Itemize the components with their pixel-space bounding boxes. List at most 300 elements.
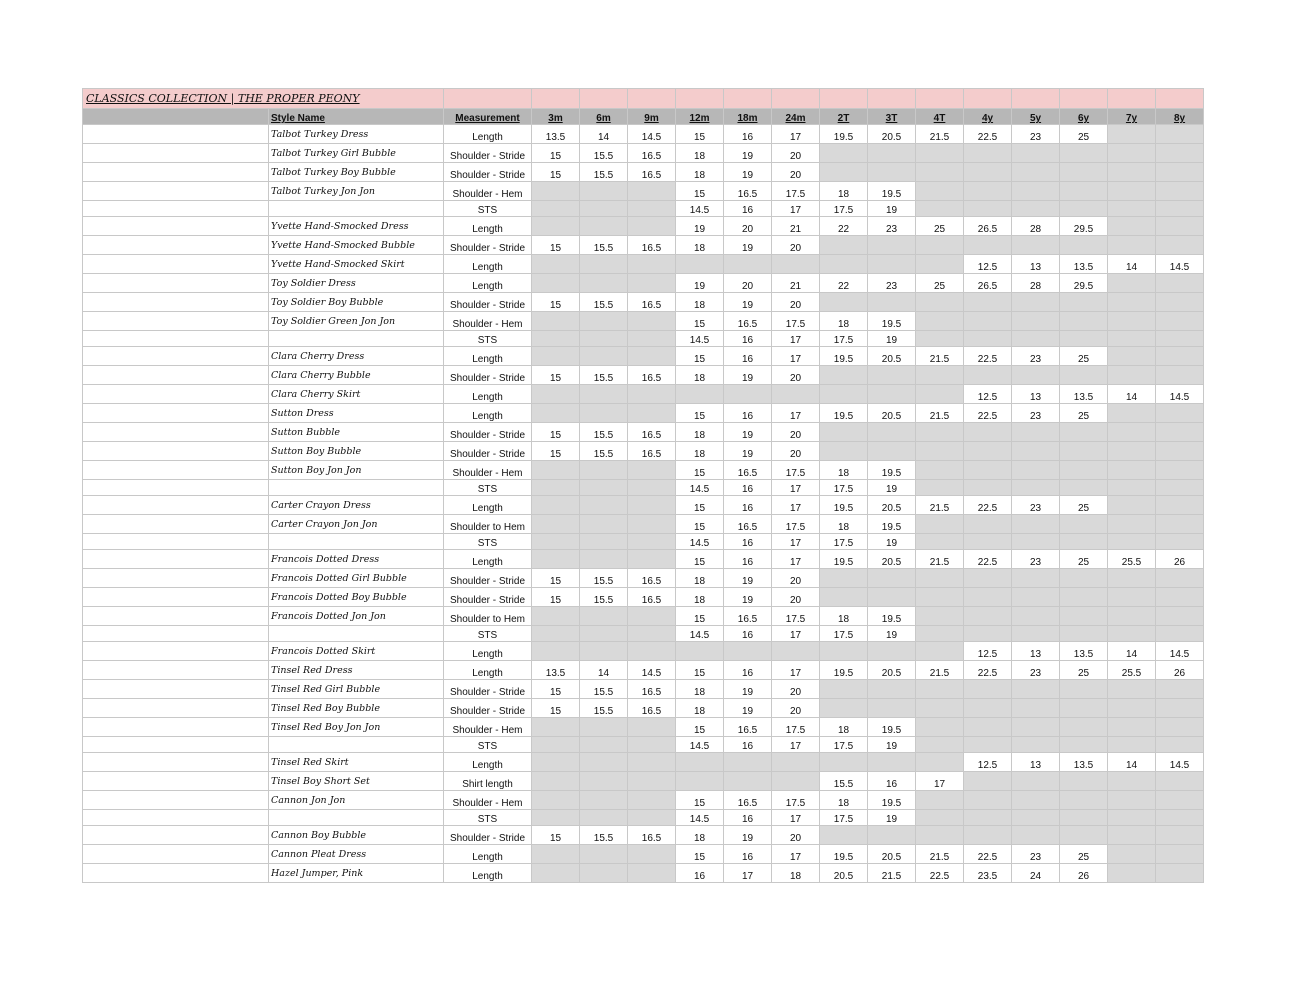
measurement-cell[interactable]: Length	[444, 661, 532, 680]
row-blank-cell[interactable]	[83, 312, 269, 331]
size-value-cell[interactable]: 13.5	[1060, 255, 1108, 274]
size-value-cell[interactable]: 20	[772, 163, 820, 182]
size-value-cell[interactable]	[676, 255, 724, 274]
size-value-cell[interactable]: 23	[1012, 496, 1060, 515]
size-value-cell[interactable]: 19.5	[868, 791, 916, 810]
size-value-cell[interactable]	[964, 423, 1012, 442]
size-value-cell[interactable]	[580, 737, 628, 753]
size-value-cell[interactable]: 15	[676, 125, 724, 144]
size-value-cell[interactable]: 18	[676, 569, 724, 588]
size-value-cell[interactable]	[1108, 534, 1156, 550]
size-value-cell[interactable]: 18	[676, 699, 724, 718]
size-value-cell[interactable]: 15.5	[580, 366, 628, 385]
size-value-cell[interactable]	[964, 163, 1012, 182]
size-value-cell[interactable]: 15	[676, 718, 724, 737]
row-blank-cell[interactable]	[83, 607, 269, 626]
row-blank-cell[interactable]	[83, 515, 269, 534]
size-value-cell[interactable]: 14	[1108, 385, 1156, 404]
size-value-cell[interactable]	[868, 366, 916, 385]
header-size-2T[interactable]: 2T	[820, 109, 868, 125]
size-value-cell[interactable]: 15	[532, 699, 580, 718]
size-value-cell[interactable]: 21.5	[868, 864, 916, 883]
size-value-cell[interactable]	[916, 699, 964, 718]
size-value-cell[interactable]: 16	[724, 331, 772, 347]
size-value-cell[interactable]: 19.5	[868, 312, 916, 331]
size-value-cell[interactable]	[868, 255, 916, 274]
size-value-cell[interactable]	[964, 236, 1012, 255]
size-value-cell[interactable]	[532, 845, 580, 864]
header-size-8y[interactable]: 8y	[1156, 109, 1204, 125]
row-blank-cell[interactable]	[83, 347, 269, 366]
size-value-cell[interactable]	[1012, 588, 1060, 607]
size-value-cell[interactable]: 17	[916, 772, 964, 791]
size-value-cell[interactable]	[916, 569, 964, 588]
size-value-cell[interactable]	[628, 864, 676, 883]
size-value-cell[interactable]: 19.5	[868, 515, 916, 534]
size-value-cell[interactable]: 22	[820, 217, 868, 236]
size-value-cell[interactable]	[820, 569, 868, 588]
size-value-cell[interactable]	[532, 718, 580, 737]
size-value-cell[interactable]: 19	[868, 626, 916, 642]
size-value-cell[interactable]	[1156, 826, 1204, 845]
size-value-cell[interactable]: 14.5	[628, 661, 676, 680]
size-value-cell[interactable]: 14.5	[676, 331, 724, 347]
row-blank-cell[interactable]	[83, 737, 269, 753]
size-value-cell[interactable]	[1012, 293, 1060, 312]
size-value-cell[interactable]: 20.5	[868, 550, 916, 569]
size-value-cell[interactable]: 17	[772, 550, 820, 569]
header-size-6y[interactable]: 6y	[1060, 109, 1108, 125]
size-value-cell[interactable]: 13.5	[532, 125, 580, 144]
size-value-cell[interactable]	[580, 534, 628, 550]
size-value-cell[interactable]: 15.5	[580, 236, 628, 255]
size-value-cell[interactable]	[1156, 515, 1204, 534]
size-value-cell[interactable]	[1060, 680, 1108, 699]
size-value-cell[interactable]	[964, 826, 1012, 845]
size-value-cell[interactable]	[628, 182, 676, 201]
size-value-cell[interactable]: 25	[1060, 496, 1108, 515]
row-blank-cell[interactable]	[83, 534, 269, 550]
size-value-cell[interactable]: 15.5	[580, 163, 628, 182]
size-value-cell[interactable]	[580, 626, 628, 642]
size-value-cell[interactable]: 19	[724, 699, 772, 718]
size-value-cell[interactable]: 16.5	[628, 236, 676, 255]
size-value-cell[interactable]	[964, 607, 1012, 626]
size-value-cell[interactable]: 22.5	[964, 347, 1012, 366]
measurement-cell[interactable]: Shoulder - Stride	[444, 680, 532, 699]
size-value-cell[interactable]	[1108, 125, 1156, 144]
size-value-cell[interactable]	[964, 515, 1012, 534]
size-value-cell[interactable]: 15	[532, 442, 580, 461]
size-value-cell[interactable]: 15	[532, 366, 580, 385]
measurement-cell[interactable]: Shirt length	[444, 772, 532, 791]
size-value-cell[interactable]	[1156, 718, 1204, 737]
size-value-cell[interactable]	[1156, 423, 1204, 442]
size-value-cell[interactable]: 15.5	[820, 772, 868, 791]
row-blank-cell[interactable]	[83, 753, 269, 772]
size-value-cell[interactable]	[1060, 810, 1108, 826]
size-value-cell[interactable]	[628, 642, 676, 661]
measurement-cell[interactable]: STS	[444, 331, 532, 347]
size-value-cell[interactable]: 15	[676, 550, 724, 569]
size-value-cell[interactable]	[1156, 217, 1204, 236]
row-blank-cell[interactable]	[83, 480, 269, 496]
size-value-cell[interactable]: 16.5	[724, 461, 772, 480]
size-value-cell[interactable]	[1108, 607, 1156, 626]
size-value-cell[interactable]: 20	[772, 293, 820, 312]
measurement-cell[interactable]: Shoulder - Stride	[444, 826, 532, 845]
size-value-cell[interactable]	[1108, 699, 1156, 718]
title-filler-cell[interactable]	[444, 89, 532, 109]
size-value-cell[interactable]: 20.5	[868, 845, 916, 864]
row-blank-cell[interactable]	[83, 461, 269, 480]
size-value-cell[interactable]	[580, 347, 628, 366]
size-value-cell[interactable]	[1012, 718, 1060, 737]
measurement-cell[interactable]: STS	[444, 810, 532, 826]
size-value-cell[interactable]: 26	[1156, 550, 1204, 569]
measurement-cell[interactable]: Shoulder - Stride	[444, 293, 532, 312]
size-value-cell[interactable]: 19	[724, 442, 772, 461]
size-value-cell[interactable]: 15	[676, 347, 724, 366]
size-value-cell[interactable]: 17	[724, 864, 772, 883]
size-value-cell[interactable]: 25	[1060, 550, 1108, 569]
size-value-cell[interactable]: 19	[868, 737, 916, 753]
size-value-cell[interactable]	[1156, 125, 1204, 144]
size-value-cell[interactable]	[1012, 144, 1060, 163]
size-value-cell[interactable]	[628, 810, 676, 826]
size-value-cell[interactable]	[628, 550, 676, 569]
size-value-cell[interactable]	[1108, 312, 1156, 331]
row-blank-cell[interactable]	[83, 385, 269, 404]
size-value-cell[interactable]	[964, 772, 1012, 791]
size-value-cell[interactable]: 14.5	[676, 480, 724, 496]
row-blank-cell[interactable]	[83, 496, 269, 515]
size-value-cell[interactable]	[1060, 423, 1108, 442]
size-value-cell[interactable]: 14	[1108, 255, 1156, 274]
size-value-cell[interactable]	[628, 312, 676, 331]
size-value-cell[interactable]: 15	[532, 680, 580, 699]
size-value-cell[interactable]	[1156, 480, 1204, 496]
style-name-cell[interactable]: Clara Cherry Skirt	[269, 385, 444, 404]
sheet-title[interactable]: CLASSICS COLLECTION | THE PROPER PEONY	[83, 89, 444, 109]
size-value-cell[interactable]	[820, 293, 868, 312]
size-value-cell[interactable]	[964, 810, 1012, 826]
size-value-cell[interactable]	[628, 496, 676, 515]
size-value-cell[interactable]	[580, 182, 628, 201]
size-value-cell[interactable]	[964, 569, 1012, 588]
size-value-cell[interactable]	[1108, 826, 1156, 845]
size-value-cell[interactable]: 15.5	[580, 442, 628, 461]
size-value-cell[interactable]: 18	[820, 791, 868, 810]
size-value-cell[interactable]	[916, 826, 964, 845]
header-size-3m[interactable]: 3m	[532, 109, 580, 125]
size-value-cell[interactable]	[1108, 496, 1156, 515]
row-blank-cell[interactable]	[83, 293, 269, 312]
size-value-cell[interactable]	[1060, 718, 1108, 737]
size-value-cell[interactable]	[772, 385, 820, 404]
size-value-cell[interactable]: 21.5	[916, 550, 964, 569]
size-value-cell[interactable]: 18	[676, 293, 724, 312]
size-value-cell[interactable]	[1108, 772, 1156, 791]
size-value-cell[interactable]: 19.5	[868, 607, 916, 626]
size-value-cell[interactable]: 16	[724, 534, 772, 550]
size-value-cell[interactable]	[628, 534, 676, 550]
size-value-cell[interactable]: 14	[1108, 753, 1156, 772]
size-value-cell[interactable]	[628, 404, 676, 423]
size-value-cell[interactable]: 16.5	[628, 588, 676, 607]
size-value-cell[interactable]	[820, 588, 868, 607]
size-value-cell[interactable]	[916, 680, 964, 699]
size-value-cell[interactable]	[532, 791, 580, 810]
size-value-cell[interactable]	[1156, 461, 1204, 480]
style-name-cell[interactable]: Tinsel Red Boy Bubble	[269, 699, 444, 718]
size-value-cell[interactable]	[628, 331, 676, 347]
size-value-cell[interactable]: 21	[772, 274, 820, 293]
size-value-cell[interactable]	[532, 642, 580, 661]
size-value-cell[interactable]	[1060, 293, 1108, 312]
size-value-cell[interactable]: 12.5	[964, 255, 1012, 274]
size-value-cell[interactable]: 18	[820, 515, 868, 534]
size-value-cell[interactable]: 18	[676, 236, 724, 255]
size-value-cell[interactable]: 14.5	[676, 201, 724, 217]
size-value-cell[interactable]	[1156, 163, 1204, 182]
size-value-cell[interactable]: 19	[724, 826, 772, 845]
size-value-cell[interactable]: 15	[676, 607, 724, 626]
header-blank-cell[interactable]	[83, 109, 269, 125]
size-value-cell[interactable]: 20	[772, 569, 820, 588]
style-name-cell[interactable]: Sutton Boy Bubble	[269, 442, 444, 461]
style-name-cell[interactable]: Clara Cherry Dress	[269, 347, 444, 366]
measurement-cell[interactable]: Length	[444, 385, 532, 404]
size-value-cell[interactable]	[580, 753, 628, 772]
size-value-cell[interactable]: 29.5	[1060, 217, 1108, 236]
size-value-cell[interactable]	[580, 312, 628, 331]
style-name-cell[interactable]: Cannon Boy Bubble	[269, 826, 444, 845]
size-value-cell[interactable]: 14	[580, 125, 628, 144]
row-blank-cell[interactable]	[83, 642, 269, 661]
size-value-cell[interactable]: 16.5	[628, 569, 676, 588]
size-value-cell[interactable]: 22.5	[964, 550, 1012, 569]
size-value-cell[interactable]	[964, 312, 1012, 331]
size-value-cell[interactable]: 20	[772, 699, 820, 718]
size-value-cell[interactable]: 18	[820, 718, 868, 737]
size-value-cell[interactable]: 19	[676, 274, 724, 293]
row-blank-cell[interactable]	[83, 699, 269, 718]
size-value-cell[interactable]: 23	[1012, 404, 1060, 423]
style-name-cell[interactable]: Carter Crayon Jon Jon	[269, 515, 444, 534]
size-value-cell[interactable]	[868, 588, 916, 607]
size-value-cell[interactable]	[820, 144, 868, 163]
size-value-cell[interactable]: 17.5	[820, 480, 868, 496]
size-value-cell[interactable]	[1108, 331, 1156, 347]
size-value-cell[interactable]	[964, 331, 1012, 347]
size-value-cell[interactable]	[868, 236, 916, 255]
row-blank-cell[interactable]	[83, 255, 269, 274]
size-value-cell[interactable]: 20.5	[868, 125, 916, 144]
row-blank-cell[interactable]	[83, 588, 269, 607]
size-value-cell[interactable]: 13	[1012, 753, 1060, 772]
size-value-cell[interactable]	[532, 607, 580, 626]
size-value-cell[interactable]	[1012, 626, 1060, 642]
size-value-cell[interactable]: 16	[724, 845, 772, 864]
row-blank-cell[interactable]	[83, 810, 269, 826]
measurement-cell[interactable]: Length	[444, 864, 532, 883]
size-value-cell[interactable]: 23	[1012, 661, 1060, 680]
size-value-cell[interactable]: 19.5	[820, 404, 868, 423]
measurement-cell[interactable]: Length	[444, 255, 532, 274]
size-value-cell[interactable]	[1060, 791, 1108, 810]
size-value-cell[interactable]: 16	[724, 737, 772, 753]
size-value-cell[interactable]: 16.5	[628, 423, 676, 442]
size-value-cell[interactable]: 25	[1060, 845, 1108, 864]
size-value-cell[interactable]	[916, 810, 964, 826]
size-value-cell[interactable]: 19	[724, 366, 772, 385]
measurement-cell[interactable]: Shoulder - Stride	[444, 236, 532, 255]
size-value-cell[interactable]	[1012, 236, 1060, 255]
size-value-cell[interactable]: 19	[724, 569, 772, 588]
style-name-cell[interactable]: Francois Dotted Girl Bubble	[269, 569, 444, 588]
size-value-cell[interactable]	[532, 864, 580, 883]
size-value-cell[interactable]	[676, 385, 724, 404]
size-value-cell[interactable]: 15.5	[580, 680, 628, 699]
size-value-cell[interactable]: 16.5	[724, 607, 772, 626]
size-value-cell[interactable]	[580, 217, 628, 236]
size-value-cell[interactable]: 25	[1060, 347, 1108, 366]
size-value-cell[interactable]: 23	[1012, 845, 1060, 864]
measurement-cell[interactable]: Shoulder - Stride	[444, 442, 532, 461]
size-value-cell[interactable]: 15.5	[580, 423, 628, 442]
size-value-cell[interactable]	[580, 607, 628, 626]
size-value-cell[interactable]	[628, 845, 676, 864]
size-value-cell[interactable]: 18	[676, 366, 724, 385]
size-value-cell[interactable]: 20.5	[820, 864, 868, 883]
size-value-cell[interactable]	[1060, 607, 1108, 626]
size-value-cell[interactable]: 25	[1060, 125, 1108, 144]
measurement-cell[interactable]: Shoulder - Stride	[444, 588, 532, 607]
size-value-cell[interactable]	[724, 753, 772, 772]
style-name-cell[interactable]	[269, 737, 444, 753]
style-name-cell[interactable]: Francois Dotted Skirt	[269, 642, 444, 661]
size-value-cell[interactable]: 25	[916, 274, 964, 293]
size-value-cell[interactable]	[916, 588, 964, 607]
size-value-cell[interactable]: 20.5	[868, 347, 916, 366]
size-value-cell[interactable]: 14.5	[676, 534, 724, 550]
size-value-cell[interactable]	[820, 699, 868, 718]
style-name-cell[interactable]: Sutton Dress	[269, 404, 444, 423]
size-value-cell[interactable]: 25	[1060, 404, 1108, 423]
measurement-cell[interactable]: STS	[444, 480, 532, 496]
size-value-cell[interactable]	[628, 480, 676, 496]
size-value-cell[interactable]	[724, 385, 772, 404]
size-value-cell[interactable]	[580, 255, 628, 274]
size-value-cell[interactable]	[916, 753, 964, 772]
row-blank-cell[interactable]	[83, 791, 269, 810]
size-value-cell[interactable]	[532, 737, 580, 753]
size-value-cell[interactable]: 19.5	[820, 347, 868, 366]
size-value-cell[interactable]: 18	[676, 680, 724, 699]
size-value-cell[interactable]	[916, 480, 964, 496]
size-value-cell[interactable]: 20	[772, 366, 820, 385]
header-size-9m[interactable]: 9m	[628, 109, 676, 125]
size-value-cell[interactable]: 19	[868, 331, 916, 347]
size-value-cell[interactable]: 18	[820, 312, 868, 331]
size-value-cell[interactable]	[1060, 737, 1108, 753]
size-value-cell[interactable]: 21.5	[916, 661, 964, 680]
size-value-cell[interactable]	[1012, 163, 1060, 182]
header-size-4y[interactable]: 4y	[964, 109, 1012, 125]
size-value-cell[interactable]: 22.5	[964, 496, 1012, 515]
size-value-cell[interactable]: 22	[820, 274, 868, 293]
measurement-cell[interactable]: Shoulder - Hem	[444, 718, 532, 737]
row-blank-cell[interactable]	[83, 845, 269, 864]
size-value-cell[interactable]: 19.5	[868, 718, 916, 737]
size-value-cell[interactable]: 20	[724, 274, 772, 293]
size-value-cell[interactable]: 17.5	[820, 331, 868, 347]
row-blank-cell[interactable]	[83, 125, 269, 144]
size-value-cell[interactable]: 17.5	[772, 791, 820, 810]
size-value-cell[interactable]	[580, 515, 628, 534]
size-value-cell[interactable]: 20	[772, 680, 820, 699]
size-value-cell[interactable]: 21	[772, 217, 820, 236]
size-value-cell[interactable]: 15.5	[580, 699, 628, 718]
size-value-cell[interactable]	[628, 737, 676, 753]
row-blank-cell[interactable]	[83, 331, 269, 347]
row-blank-cell[interactable]	[83, 217, 269, 236]
size-value-cell[interactable]	[1156, 864, 1204, 883]
size-value-cell[interactable]	[1156, 569, 1204, 588]
row-blank-cell[interactable]	[83, 569, 269, 588]
size-value-cell[interactable]	[820, 163, 868, 182]
size-value-cell[interactable]: 16.5	[628, 163, 676, 182]
size-value-cell[interactable]	[1108, 274, 1156, 293]
size-value-cell[interactable]	[1060, 826, 1108, 845]
size-value-cell[interactable]	[1108, 442, 1156, 461]
size-value-cell[interactable]	[868, 423, 916, 442]
size-value-cell[interactable]: 17.5	[772, 461, 820, 480]
header-size-24m[interactable]: 24m	[772, 109, 820, 125]
row-blank-cell[interactable]	[83, 826, 269, 845]
size-value-cell[interactable]	[1108, 810, 1156, 826]
row-blank-cell[interactable]	[83, 163, 269, 182]
size-value-cell[interactable]: 18	[820, 461, 868, 480]
size-value-cell[interactable]: 17	[772, 347, 820, 366]
size-value-cell[interactable]	[1108, 366, 1156, 385]
header-style-name[interactable]: Style Name	[269, 109, 444, 125]
measurement-cell[interactable]: Shoulder - Hem	[444, 182, 532, 201]
size-value-cell[interactable]	[916, 293, 964, 312]
size-value-cell[interactable]	[1108, 626, 1156, 642]
size-value-cell[interactable]: 14.5	[1156, 255, 1204, 274]
size-value-cell[interactable]: 21.5	[916, 125, 964, 144]
measurement-cell[interactable]: Length	[444, 845, 532, 864]
size-value-cell[interactable]: 13.5	[532, 661, 580, 680]
size-value-cell[interactable]: 14.5	[676, 737, 724, 753]
size-value-cell[interactable]	[1156, 347, 1204, 366]
measurement-cell[interactable]: STS	[444, 201, 532, 217]
size-value-cell[interactable]: 24	[1012, 864, 1060, 883]
size-value-cell[interactable]: 17	[772, 125, 820, 144]
style-name-cell[interactable]: Talbot Turkey Boy Bubble	[269, 163, 444, 182]
size-value-cell[interactable]	[628, 607, 676, 626]
size-value-cell[interactable]: 16.5	[628, 366, 676, 385]
size-value-cell[interactable]	[868, 569, 916, 588]
size-value-cell[interactable]: 15.5	[580, 826, 628, 845]
size-value-cell[interactable]: 14.5	[1156, 385, 1204, 404]
style-name-cell[interactable]	[269, 201, 444, 217]
measurement-cell[interactable]: STS	[444, 737, 532, 753]
header-size-18m[interactable]: 18m	[724, 109, 772, 125]
size-value-cell[interactable]: 18	[676, 163, 724, 182]
